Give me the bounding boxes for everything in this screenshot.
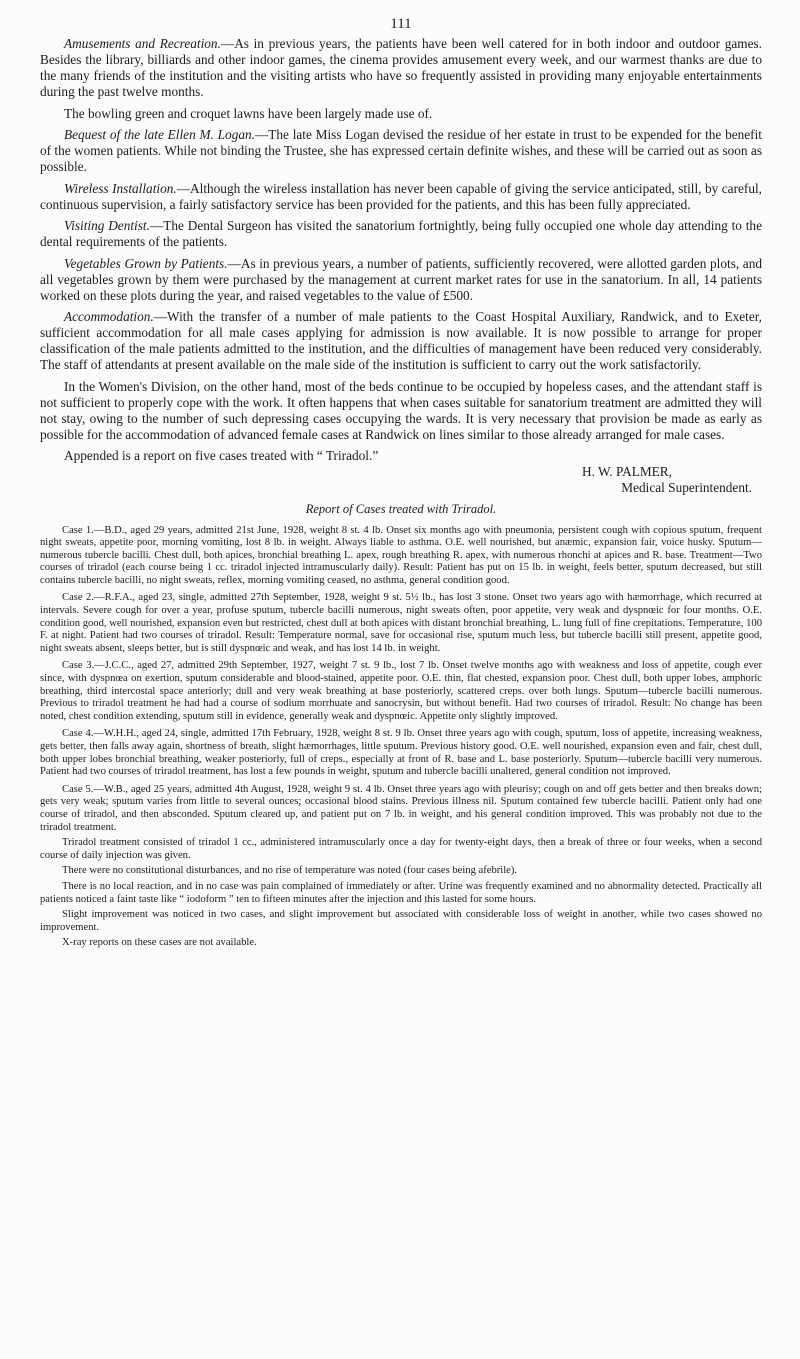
signature-name: H. W. PALMER, — [581, 463, 672, 479]
note-reaction: There is no local reaction, and in no case was pain complained of immediately or after. Urine was frequently examined and no abnormality detected. Practically all patients noticed a faint taste like “ iodoform ” ten to fifteen minutes after the injection and this lasted for some hours. — [40, 880, 762, 905]
text-accommodation: —With the transfer of a number of male patients to the Coast Hospital Auxiliary, Randwick, and to Exeter, sufficient accommodation for all male cases applying for admission is now available. It is now possible to arrange for proper classification of the male patients admitted to the institution, and the difficulties of management have been reduced very considerably. The staff of attendants at present available on the male side of the institution is sufficient to carry out the work satisfactorily. — [40, 309, 762, 372]
paragraph-appended — [40, 448, 762, 464]
report-body — [40, 36, 762, 464]
case-5: Case 5.—W.B., aged 25 years, admitted 4th August, 1928, weight 9 st. 4 lb. Onset three years ago with pleurisy; cough on and off gets better and then breaks down; gets very weak; sputum varies from little to several ounces; occasional blood stains. Previous illness nil. Sputum contained few tubercle bacilli. Patient only had one course of triradol, and then absconded. Sputum cleared up, and patient put on 7 lb. in weight, and his general condition improved. This was probably not due to the triradol treatment. — [40, 783, 762, 833]
heading-accommodation: Accommodation. — [64, 309, 154, 324]
case-2: Case 2.—R.F.A., aged 23, single, admitted 27th September, 1928, weight 9 st. 5½ lb., has lost 3 stone. Onset two years ago with hæmorrhage, which recurred at intervals. Severe cough for over a year, profuse sputum, tubercle bacilli numerous, night sweats often, poor appetite, very weak and dyspnœic for four months. O.E. condition good, well nourished, expansion even but restricted, chest dull at both apices with distant bronchial breathing, L. lung full of fine crepitations. Temperature, 100 F. at night. Patient had two courses of triradol. Result: Temperature normal, save for occasional rise, sputum much less, but tubercle bacilli still present, appetite good, night sweats absent, sleeps better, but is still dyspnœic and weak, and has lost 14 lb. in weight. — [40, 592, 762, 654]
text-vegetables: —As in previous years, a number of patients, sufficiently recovered, were allotted garden plots, and all vegetables grown by them were purchased by the management at current market rates for use in the sanatorium. In all, 14 patients worked on these plots during the year, and raised vegetables to the value of £500. — [40, 255, 762, 303]
paragraph-wireless — [40, 181, 762, 213]
paragraph-accommodation — [40, 309, 762, 373]
signature-title: Medical Superintendent. — [621, 479, 752, 495]
heading-dentist: Visiting Dentist. — [64, 218, 150, 233]
case-reports — [40, 525, 762, 950]
report-title: Report of Cases treated with Triradol. — [305, 501, 497, 516]
heading-wireless: Wireless Installation. — [64, 180, 177, 196]
signature-block — [40, 464, 762, 496]
case-4: Case 4.—W.H.H., aged 24, single, admitted 17th February, 1928, weight 8 st. 9 lb. Onset three years ago with cough, sputum, loss of appetite, increasing weakness, gets better, then falls away again, shortness of breath, slight hæmorrhages, little sputum. Previous history good. O.E. well nourished, expansion even and fair, chest dull, both upper lobes bronchial breathing, weaker posteriorly, full of creps., especially at front of R. base and L. base posteriorly. Sputum—tubercle bacilli very numerous. Patient had two courses of triradol treatment, has lost a few pounds in weight, sputum and tubercle bacilli unaltered, general condition not improved. — [40, 728, 762, 778]
heading-bequest: Bequest of the late Ellen M. Logan. — [64, 127, 255, 142]
text-bequest: —The late Miss Logan devised the residue of her estate in trust to be expended for the benefit of the women patients. While not binding the Trustee, she has expressed certain definite wishes, and these will be carried out as soon as possible. — [40, 127, 762, 174]
heading-vegetables: Vegetables Grown by Patients. — [64, 255, 228, 271]
text-amusements: —As in previous years, the patients have been well catered for in both indoor and outdoor games. Besides the library, billiards and other indoor games, the cinema provides amusement every week, and our warmest thanks are due to the many friends of the institution and the visiting artists who have so frequently assisted in providing many enjoyable entertainments during the past twelve months. — [40, 36, 762, 99]
text-bowling: The bowling green and croquet lawns have been largely made use of. — [64, 105, 433, 121]
paragraph-dentist — [40, 218, 762, 250]
page-number: 111 — [390, 16, 412, 32]
text-womens-division: In the Women's Division, on the other hand, most of the beds continue to be occupied by hopeless cases, and the attendant staff is not sufficient to properly cope with the work. It often happens that when cases suitable for sanatorium treatment are admitted they will not stay, owing to the number of such depressing cases occupying the wards. It is very necessary that provision be made as early as possible for the accommodation of advanced female cases at Randwick on lines similar to those already arranged for male cases. — [40, 378, 762, 442]
paragraph-womens-division — [40, 379, 762, 443]
note-xray: X-ray reports on these cases are not available. — [62, 937, 257, 949]
note-disturbances: There were no constitutional disturbances, and no rise of temperature was noted (four cases being afebrile). — [62, 865, 518, 877]
text-appended: Appended is a report on five cases treated with “ Triradol.” — [64, 448, 379, 463]
note-treatment: Triradol treatment consisted of triradol 1 cc., administered intramuscularly once a day for twenty-eight days, then a break of three or four weeks, when a second course of daily injection was given. — [40, 837, 762, 861]
paragraph-bequest — [40, 127, 762, 175]
paragraph-vegetables — [40, 256, 762, 304]
text-wireless: —Although the wireless installation has never been capable of giving the service anticipated, still, by careful, continuous supervision, a fairly satisfactory service has been provided for the patients, and this has been fully appreciated. — [40, 180, 763, 212]
text-dentist: —The Dental Surgeon has visited the sanatorium fortnightly, being fully occupied one whole day attending to the dental requirements of the patients. — [40, 218, 762, 249]
note-improvement: Slight improvement was noticed in two cases, and slight improvement but associated with considerable loss of weight in another, while two cases showed no improvement. — [40, 909, 762, 933]
paragraph-bowling — [40, 106, 762, 122]
heading-amusements: Amusements and Recreation. — [64, 36, 221, 51]
paragraph-amusements — [40, 36, 762, 100]
case-3: Case 3.—J.C.C., aged 27, admitted 29th September, 1927, weight 7 st. 9 lb., lost 7 lb. Onset twelve months ago with weakness and loss of appetite, cough ever since, with dyspnœa on exertion, sputum considerable and blood-stained, appetite poor. O.E. thin, flat chested, expansion poor. Chest dull, both upper lobes, amphoric breathing, third intercostal space anteriorly; dull and very weak breathing at base posteriorly, scattered creps. over both lungs. Sputum—tubercle bacilli numerous. Previous to triradol treatment he had had a course of sodium morrhuate and sanocrysin, but without benefit. Had two courses of triradol. Result: No change has been noted, chest condition extending, sputum still in evidence, generally weak and dyspnœic. Appetite only slightly improved. — [40, 660, 762, 722]
case-1: Case 1.—B.D., aged 29 years, admitted 21st June, 1928, weight 8 st. 4 lb. Onset six months ago with pneumonia, persistent cough with copious sputum, frequent night sweats, appetite poor, morning vomiting, lost 8 lb. in weight. Always liable to asthma. O.E. well nourished, but anæmic, expansion fair, voice husky. Sputum—numerous tubercle bacilli. Chest dull, both apices, bronchial breathing L. apex, rough breathing R. apex, with numerous rhonchi at apices and R. base. Treatment—Two courses of triradol (each course being 1 cc. triradol injected intramuscularly daily). Result: Patient has put on 15 lb. in weight, feels better, sputum decreased, but still contains tubercle bacilli, no night sweats, reflex, morning vomiting ceased, no asthma, general condition good. — [40, 524, 762, 586]
